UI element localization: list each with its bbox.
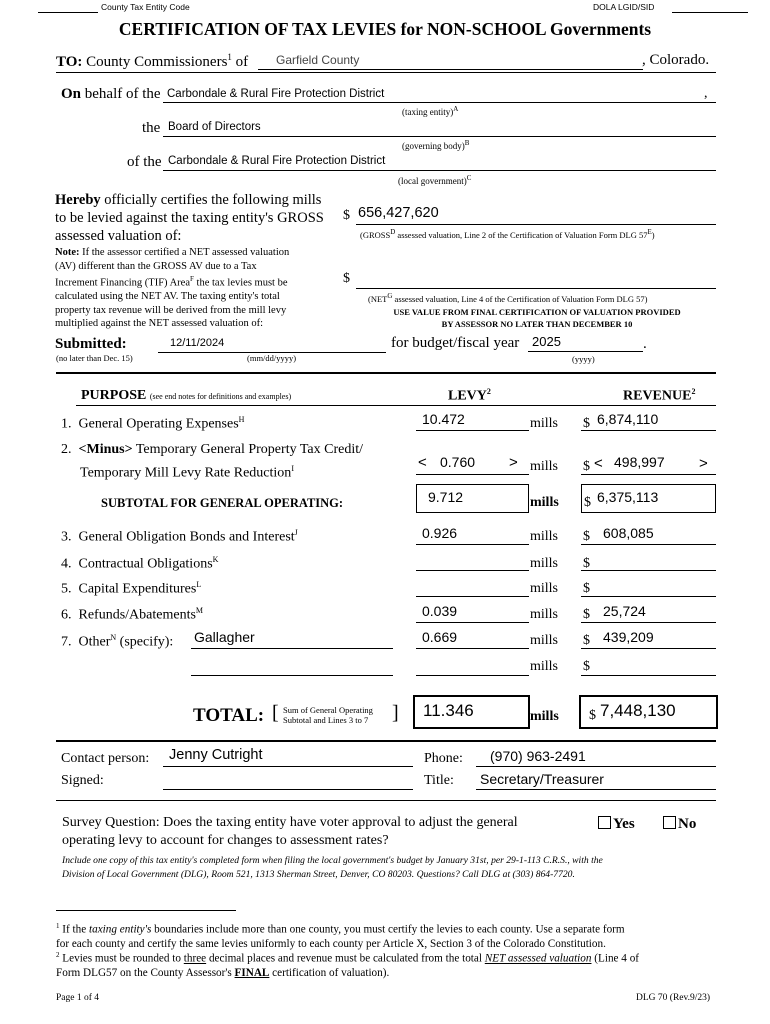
subtotal-dollar: $	[584, 495, 591, 510]
local-government-caption: (local government)$^C$	[398, 174, 472, 186]
row-3-levy[interactable]: 0.926	[422, 525, 458, 541]
table-header-rule	[76, 405, 716, 406]
row-7-revenue-line	[581, 648, 716, 649]
yes-label: Yes	[613, 816, 635, 832]
to-sup: 1	[227, 52, 232, 62]
net-dollar: $	[343, 271, 350, 286]
row-2-mills: mills	[530, 459, 559, 474]
taxing-entity-field[interactable]: Carbondale & Rural Fire Protection District	[167, 88, 385, 100]
row-6-mills: mills	[530, 607, 559, 622]
survey-yes[interactable]	[598, 816, 635, 833]
to-text: County Commissioners	[86, 54, 228, 70]
title-rule	[56, 72, 716, 73]
note-text: Note: If the assessor certified a NET assessed valuation (AV) different than the GROSS AV due to a Tax Increment Financing (TIF) Area$^F$ the tax levies must be calculated using the NET AV. The taxing entity's total property tax revenue will be derived from the mill levy multiplied against the NET assessed valuation of:	[55, 247, 290, 329]
footnote-rule	[56, 910, 236, 911]
footnote-2: $^2$ Levies must be rounded to three decimal places and revenue must be calculated from the total NET assessed valuation (Line 4 of Form DLG57 on the County Assessor's FINAL certification of valuation).	[56, 951, 640, 979]
row-6-levy-line	[416, 622, 529, 623]
row-3-dollar: $	[583, 529, 590, 544]
row-6-dollar: $	[583, 607, 590, 622]
behalf-on: On	[61, 86, 82, 102]
section-rule	[56, 372, 716, 374]
row-2-dollar: $	[583, 459, 590, 474]
row-2-label: 2. <Minus> Temporary General Property Tax Credit/ Temporary Mill Levy Rate Reduction$^I$	[61, 442, 363, 481]
row-2-levy-line	[416, 474, 529, 475]
to-row	[56, 52, 248, 71]
gross-dollar: $	[343, 208, 350, 223]
taxing-entity-caption: (taxing entity)$^A$	[402, 105, 459, 117]
to-suffix: , Colorado.	[642, 52, 710, 68]
row-7-specify[interactable]: Gallagher	[194, 629, 255, 645]
row-1-revenue[interactable]: 6,874,110	[597, 411, 659, 427]
behalf-comma: ,	[704, 86, 708, 101]
subtotal-label: SUBTOTAL FOR GENERAL OPERATING:	[101, 496, 344, 510]
taxing-entity-line	[163, 102, 716, 103]
survey-rule	[56, 800, 716, 801]
row-8-dollar: $	[583, 659, 590, 674]
governing-body-field[interactable]: Board of Directors	[168, 121, 261, 133]
row-5-dollar: $	[583, 581, 590, 596]
date-caption: (mm/dd/yyyy)	[247, 353, 297, 363]
row-4-revenue-line[interactable]	[581, 570, 716, 571]
budget-period: .	[643, 336, 647, 352]
submitted-deadline: (no later than Dec. 15)	[56, 353, 133, 363]
total-note: Sum of General Operating Subtotal and Lines 3 to 7	[283, 705, 373, 725]
total-levy: 11.346	[423, 701, 474, 720]
use-value-note: USE VALUE FROM FINAL CERTIFICATION OF VALUATION PROVIDED BY ASSESSOR NO LATER THAN DECEMBER 10	[393, 307, 681, 329]
row-2-levy-lt: <	[418, 454, 427, 471]
row-7-dollar: $	[583, 633, 590, 648]
row-3-levy-line	[416, 544, 529, 545]
signature-line[interactable]	[163, 789, 413, 790]
of-the-label: of the	[127, 154, 162, 170]
total-label: TOTAL:	[193, 705, 265, 726]
purpose-header: PURPOSE (see end notes for definitions and examples)	[81, 388, 292, 403]
gross-caption: ($GROSS^D$ assessed valuation, Line 2 of the Certification of Valuation Form DLG $57^E$)	[360, 228, 655, 240]
net-caption: ($NET^G$ assessed valuation, Line 4 of the Certification of Valuation Form DLG 57)	[368, 292, 648, 304]
gross-value-field[interactable]: 656,427,620	[358, 205, 439, 221]
county-line	[258, 69, 643, 70]
net-value-field[interactable]	[356, 288, 716, 289]
submitted-label: Submitted:	[55, 336, 127, 352]
form-title: CERTIFICATION OF TAX LEVIES for NON-SCHOOL Governments	[118, 19, 652, 39]
form-number: DLG 70 (Rev.9/23)	[636, 993, 711, 1003]
phone-label: Phone:	[424, 751, 463, 766]
row-6-revenue-line	[581, 622, 716, 623]
year-caption: (yyyy)	[572, 354, 595, 364]
row-1-label: 1. General Operating Expenses$^H$	[61, 415, 245, 432]
lgid-line[interactable]	[672, 12, 748, 13]
row-8-levy-line[interactable]	[416, 675, 529, 676]
row-7-levy[interactable]: 0.669	[422, 629, 458, 645]
row-4-levy-line[interactable]	[416, 570, 529, 571]
county-field[interactable]: Garfield County	[276, 53, 360, 67]
row-8-revenue-line[interactable]	[581, 675, 716, 676]
footnote-1: $^1$ If the taxing entity's boundaries include more than one county, you must certify the levies to each county. Use a separate form for each county and certify the same levies uniformly to each county per Article X, Section 3 of the Colorado Constitution.	[56, 922, 625, 950]
total-bracket-open: [	[272, 702, 279, 724]
signed-label: Signed:	[61, 773, 104, 788]
row-5-label: 5. Capital Expenditures$^L$	[61, 580, 202, 597]
total-revenue: 7,448,130	[600, 701, 676, 720]
budget-year-field[interactable]: 2025	[532, 334, 561, 349]
row-2-revenue-gt: >	[699, 455, 708, 472]
revenue-header: REVENUE$^2$	[623, 387, 696, 404]
submitted-date-field[interactable]: 12/11/2024	[170, 337, 225, 349]
row-5-mills: mills	[530, 581, 559, 596]
entity-code-label: County Tax Entity Code	[101, 2, 190, 12]
row-1-levy[interactable]: 10.472	[422, 411, 465, 427]
row-8-mills: mills	[530, 659, 559, 674]
governing-body-caption: (governing body)$^B$	[402, 139, 470, 151]
title-line	[476, 789, 716, 790]
row-8-specify-line[interactable]	[191, 675, 393, 676]
contact-rule	[56, 740, 716, 742]
budget-year-line	[528, 351, 643, 352]
yes-checkbox[interactable]	[598, 816, 611, 829]
contact-person-label: Contact person:	[61, 751, 150, 766]
row-3-revenue-line	[581, 544, 716, 545]
row-6-revenue[interactable]: 25,724	[603, 603, 646, 619]
row-7-label: 7. Other$^N$ (specify):	[61, 633, 174, 650]
subtotal-levy: 9.712	[428, 489, 464, 505]
title-field[interactable]: Secretary/Treasurer	[480, 771, 604, 787]
no-checkbox[interactable]	[663, 816, 676, 829]
hereby-text: Hereby officially certifies the following mills to be levied against the taxing entity's GROSS assessed valuation of:	[55, 192, 324, 244]
row-3-label: 3. General Obligation Bonds and Interest$^J$	[61, 528, 298, 545]
row-7-mills: mills	[530, 633, 559, 648]
row-4-mills: mills	[530, 556, 559, 571]
row-7-levy-line	[416, 648, 529, 649]
entity-code-line[interactable]	[38, 12, 98, 13]
local-government-line	[163, 170, 716, 171]
behalf-label	[61, 86, 161, 103]
contact-person-field[interactable]: Jenny Cutright	[169, 747, 263, 763]
subtotal-revenue: 6,375,113	[597, 489, 659, 505]
behalf-text: behalf of the	[84, 86, 161, 102]
row-6-levy[interactable]: 0.039	[422, 603, 458, 619]
subtotal-mills: mills	[530, 495, 559, 510]
phone-field[interactable]: (970) 963-2491	[490, 748, 586, 764]
row-2-levy-gt: >	[509, 454, 518, 471]
row-7-revenue[interactable]: 439,209	[603, 629, 654, 645]
local-government-field[interactable]: Carbondale & Rural Fire Protection District	[168, 155, 386, 167]
phone-line	[476, 766, 716, 767]
to-prefix: TO:	[56, 54, 83, 70]
row-3-revenue[interactable]: 608,085	[603, 525, 654, 541]
to-of: of	[235, 54, 249, 70]
row-4-label: 4. Contractual Obligations$^K$	[61, 555, 219, 572]
the-label: the	[142, 120, 161, 136]
contact-person-line	[163, 766, 413, 767]
row-3-mills: mills	[530, 529, 559, 544]
gross-line	[356, 224, 716, 225]
row-2-revenue[interactable]: 498,997	[614, 454, 665, 470]
total-mills: mills	[530, 709, 559, 724]
row-1-mills: mills	[530, 416, 559, 431]
budget-year-label: for budget/fiscal year	[391, 335, 520, 351]
lgid-label: DOLA LGID/SID	[593, 2, 655, 12]
total-bracket-close: ]	[392, 702, 399, 724]
row-2-levy[interactable]: 0.760	[440, 454, 476, 470]
levy-header: LEVY$^2$	[448, 387, 491, 404]
row-5-revenue-line[interactable]	[581, 596, 716, 597]
title-label: Title:	[424, 773, 454, 788]
row-5-levy-line[interactable]	[416, 596, 529, 597]
row-2-revenue-lt: <	[594, 455, 603, 472]
row-1-levy-line	[416, 430, 529, 431]
row-6-label: 6. Refunds/Abatements$^M$	[61, 606, 204, 623]
governing-body-line	[163, 136, 716, 137]
survey-no[interactable]	[663, 816, 696, 833]
survey-question: Survey Question: Does the taxing entity have voter approval to adjust the general operating levy to account for changes to assessment rates?	[62, 815, 518, 848]
row-7-specify-line	[191, 648, 393, 649]
row-4-dollar: $	[583, 556, 590, 571]
row-1-dollar: $	[583, 416, 590, 431]
no-label: No	[678, 816, 697, 832]
row-1-revenue-line	[581, 430, 716, 431]
page-number: Page 1 of 4	[56, 993, 100, 1003]
include-note: Include one copy of this tax entity's completed form when filing the local government's budget by January 31st, per 29-1-113 C.R.S., with the Division of Local Government (DLG), Room 521, 1313 Sherman Street, Denver, CO 80203. Questions? Call DLG at (303) 864-7720.	[62, 855, 603, 880]
row-2-revenue-line	[581, 474, 716, 475]
total-dollar: $	[589, 708, 596, 723]
